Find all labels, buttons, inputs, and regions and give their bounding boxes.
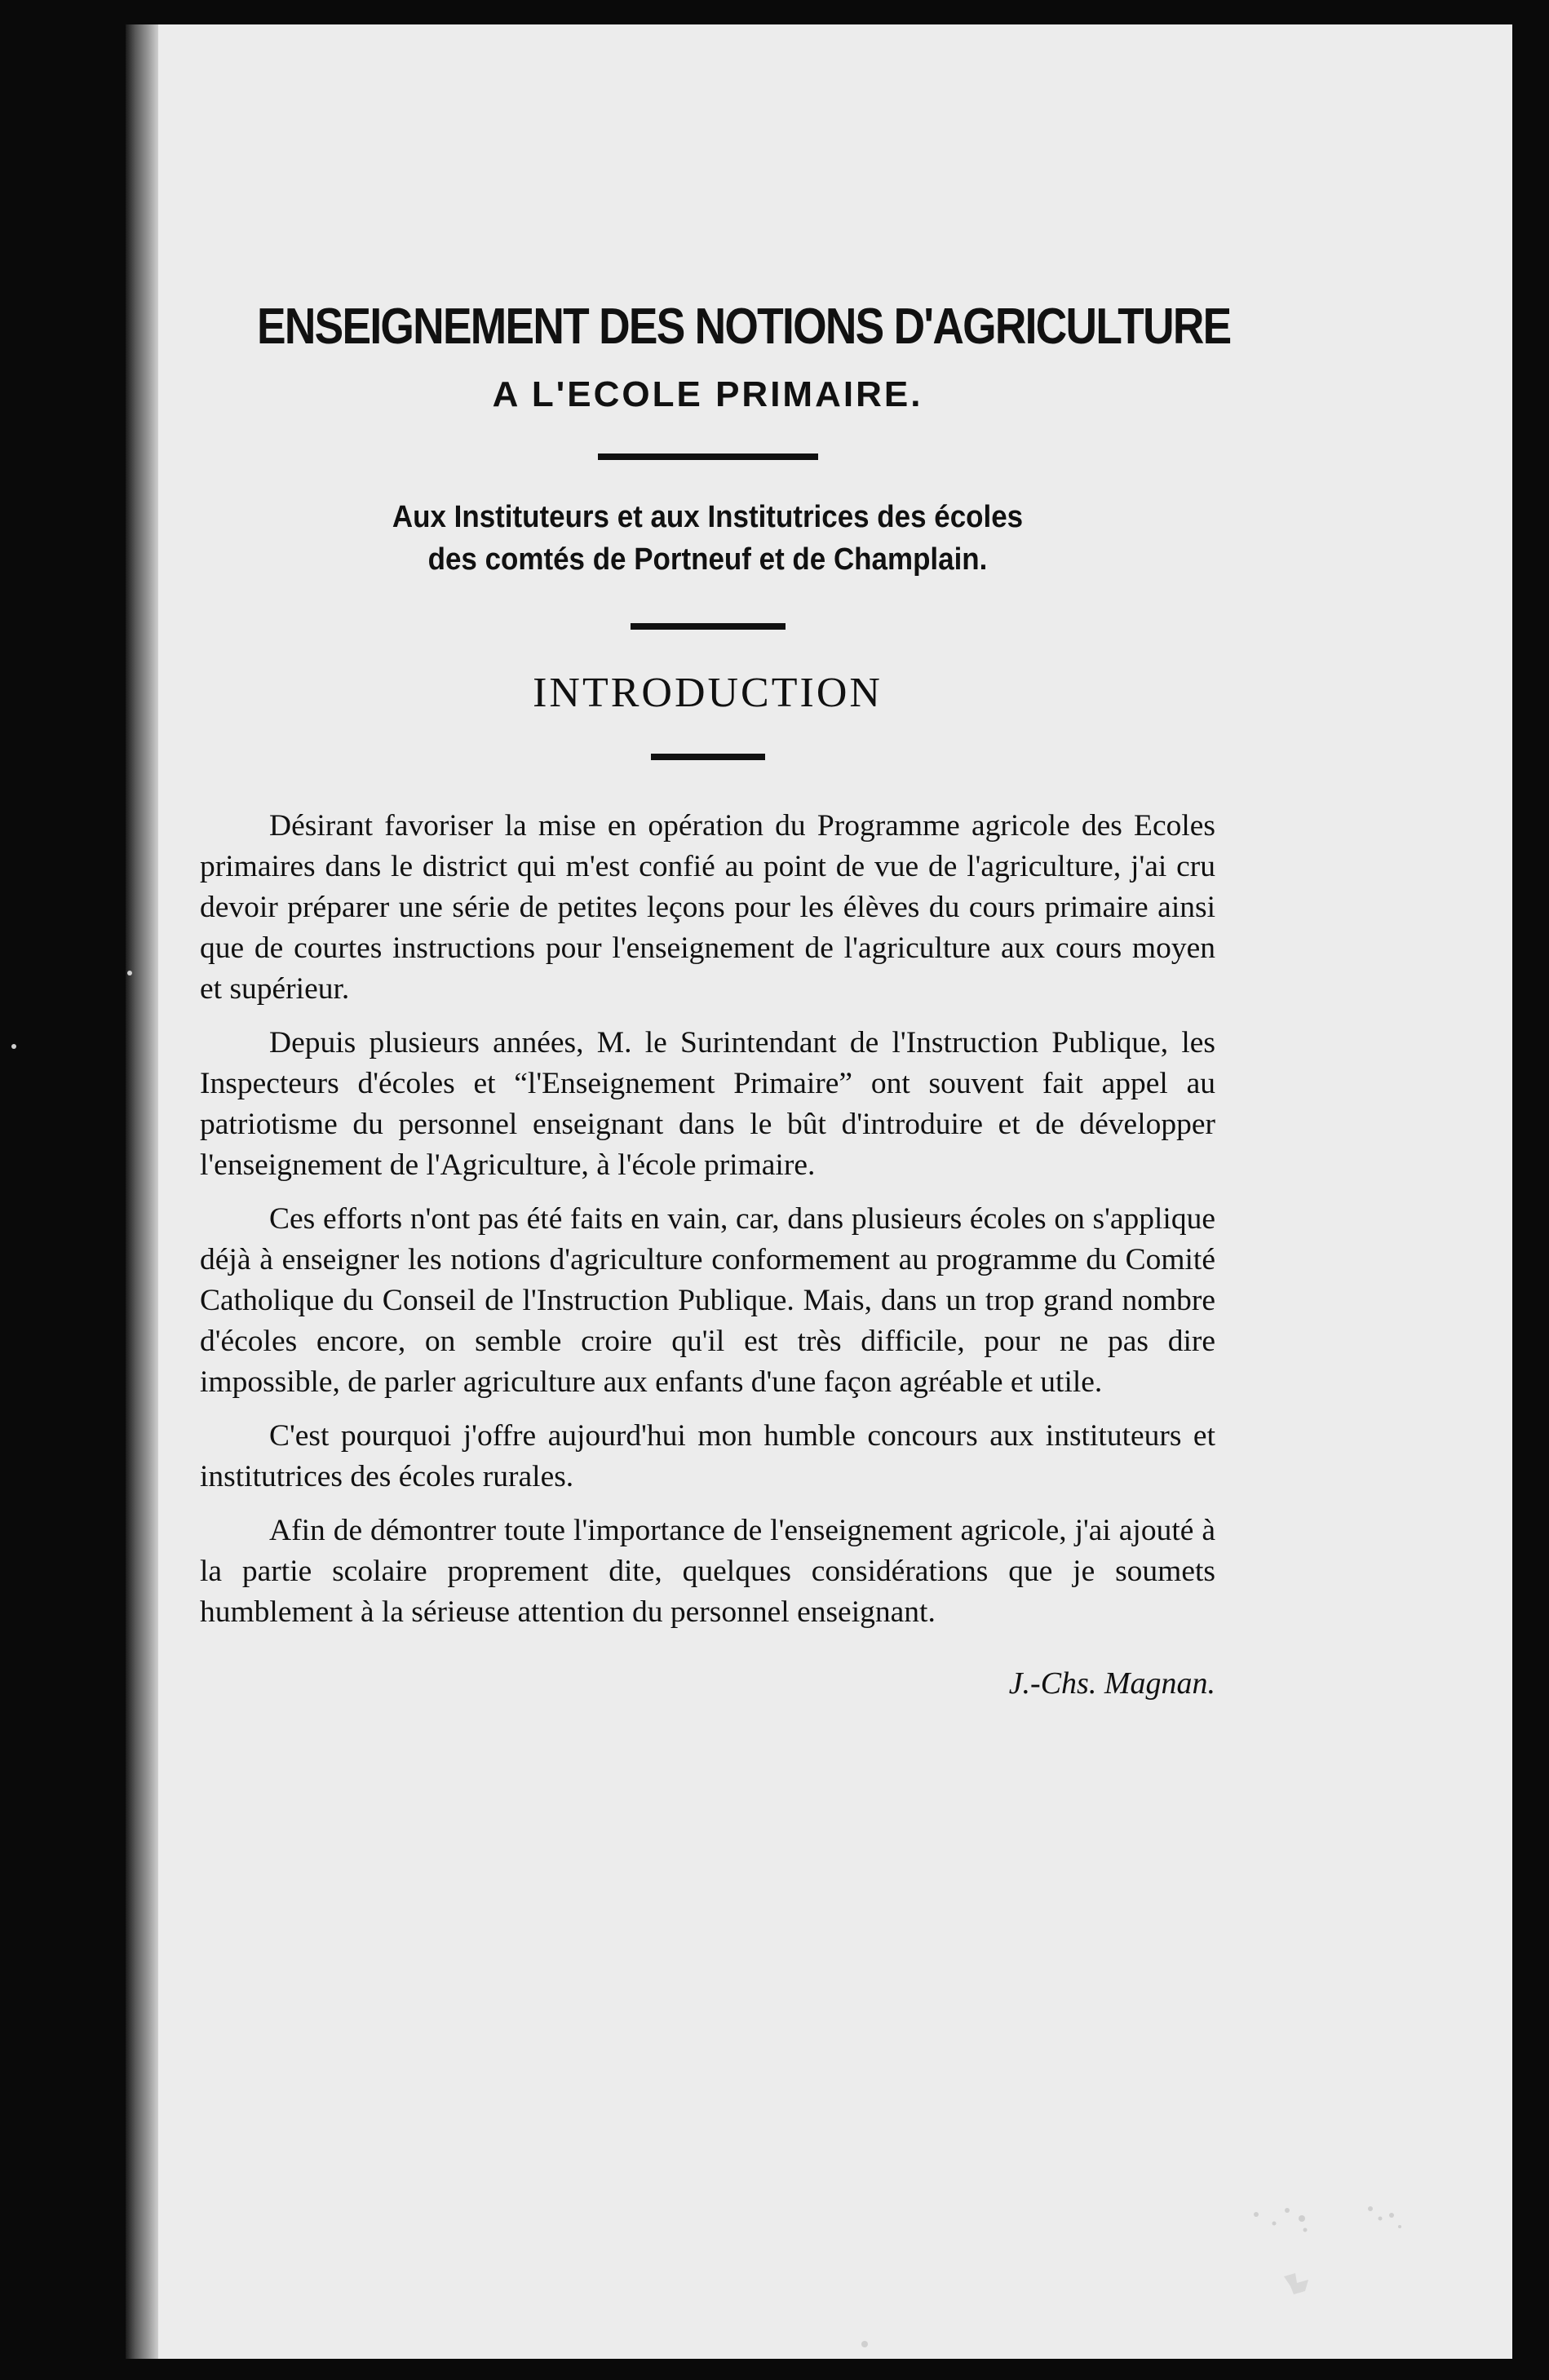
spine-speck — [127, 971, 132, 975]
signature: J.-Chs. Magnan. — [1008, 1666, 1215, 1701]
address-line: des comtés de Portneuf et de Champlain. — [427, 542, 988, 577]
document-content — [200, 269, 1231, 1701]
document-heading: ENSEIGNEMENT DES NOTIONS D'AGRICULTURE — [257, 299, 1231, 355]
body-text — [200, 806, 1215, 1633]
scan-specks — [1248, 2194, 1411, 2243]
paragraph: C'est pourquoi j'offre aujourd'hui mon humble concours aux instituteurs et institutrices des écoles rurales. — [200, 1419, 1215, 1493]
document-subheading: A L'ECOLE PRIMAIRE. — [492, 374, 923, 414]
paragraph: Afin de démontrer toute l'importance de l'enseignement agricole, j'ai ajouté à la partie scolaire proprement dite, quelques considérations que je soumets humblement à la sérieuse attention du personnel enseignant. — [200, 1514, 1215, 1629]
divider-rule — [598, 453, 818, 460]
divider-rule — [651, 754, 765, 760]
address-block — [241, 496, 1175, 581]
address-line: Aux Instituteurs et aux Institutrices des écoles — [392, 500, 1024, 534]
divider-rule — [631, 623, 786, 630]
paragraph: Depuis plusieurs années, M. le Surintendant de l'Instruction Publique, les Inspecteurs d'écoles et “l'Enseignement Primaire” ont souvent fait appel au patriotisme du personnel enseignant dans le bût d'introduire et de développer l'enseignement de l'Agriculture, à l'école primaire. — [200, 1026, 1215, 1182]
scan-speck — [861, 2341, 868, 2347]
scan-mark — [1281, 2272, 1313, 2296]
binding-edge — [126, 24, 158, 2359]
spine-speck — [11, 1044, 16, 1049]
paragraph: Désirant favoriser la mise en opération du Programme agricole des Ecoles primaires dans le district qui m'est confié au point de vue de l'agriculture, j'ai cru devoir préparer une série de petites leçons pour les élèves du cours primaire ainsi que de courtes instructions pour l'enseignement de l'agriculture aux cours moyen et supérieur. — [200, 809, 1215, 1006]
section-title: INTRODUCTION — [533, 670, 883, 716]
paragraph: Ces efforts n'ont pas été faits en vain, car, dans plusieurs écoles on s'applique déjà à enseigner les notions d'agriculture conformement au programme du Comité Catholique du Conseil de l'Instruction Publique. Mais, dans un trop grand nombre d'écoles encore, on semble croire qu'il est très difficile, pour ne pas dire impossible, de parler agriculture aux enfants d'une façon agréable et utile. — [200, 1202, 1215, 1399]
